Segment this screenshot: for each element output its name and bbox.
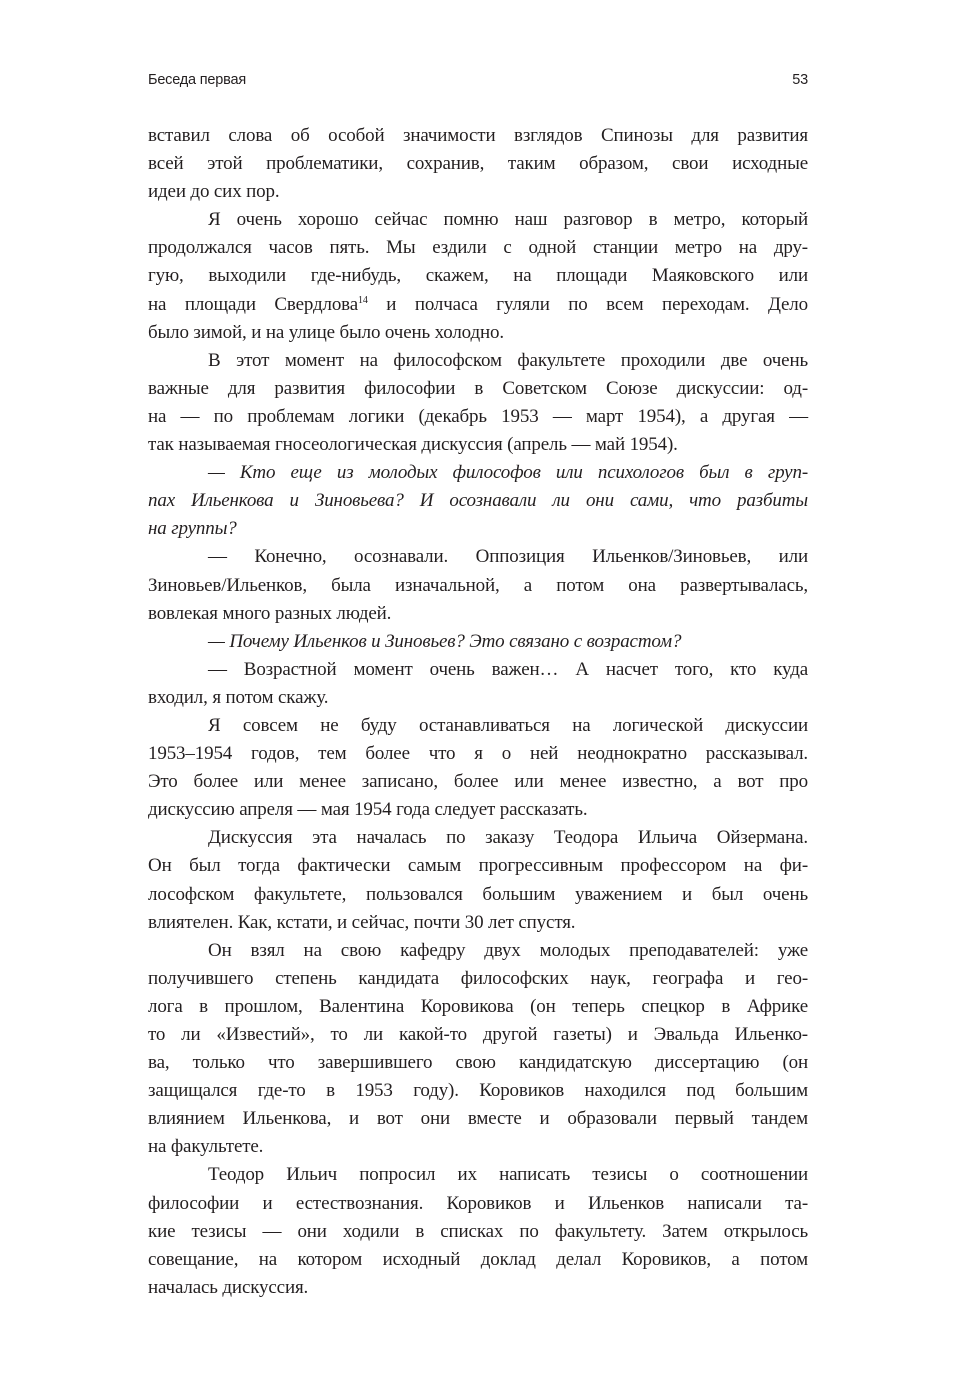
text-line — [148, 740, 808, 768]
line-text: лога в прошлом, Валентина Коровикова (он теперь спецкор в Африке — [148, 995, 808, 1017]
text-line — [148, 572, 808, 600]
line-text: всей этой проблематики, сохранив, таким образом, свои исходные — [148, 153, 808, 175]
text-line — [148, 543, 808, 571]
line-text: вставил слова об особой значимости взглядов Спинозы для развития — [148, 125, 808, 146]
line-text: Зиновьев/Ильенков, была изначальной, а потом она развертывалась, — [148, 574, 808, 596]
text-line — [148, 937, 808, 965]
question-text-line — [148, 515, 808, 543]
text-line — [148, 150, 808, 178]
line-text: — Конечно, осознавали. Оппозиция Ильенков/Зиновьев, или — [208, 546, 808, 568]
body-text — [148, 122, 808, 1302]
text-line — [148, 824, 808, 852]
text-line — [148, 796, 808, 824]
text-line — [148, 881, 808, 909]
running-head: Беседа первая — [148, 72, 246, 88]
text-line — [148, 600, 808, 628]
text-line — [148, 319, 808, 347]
line-text: Я очень хорошо сейчас помню наш разговор в метро, который — [208, 209, 808, 231]
footnote-reference[interactable]: 14 — [358, 294, 368, 306]
line-text: началась дискуссия. — [148, 1276, 309, 1298]
text-line — [148, 291, 808, 319]
text-line — [148, 684, 808, 712]
line-text: вовлекая много разных людей. — [148, 602, 392, 624]
line-text: кие тезисы — они ходили в списках по факультету. Затем открылось — [148, 1220, 808, 1242]
question-text-line — [148, 628, 808, 656]
line-text: так называемая гносеологическая дискуссия (апрель — май 1954). — [148, 434, 678, 456]
text-line — [148, 1133, 808, 1161]
line-text: Теодор Ильич попросил их написать тезисы о соотношении — [208, 1164, 808, 1186]
line-text: философии и естествознания. Коровиков и Ильенков написали та- — [148, 1192, 808, 1214]
text-line — [148, 403, 808, 431]
line-text: то ли «Известий», то ли какой-то другой газеты) и Эвальда Ильенко- — [148, 1024, 808, 1045]
text-line — [148, 909, 808, 937]
text-line — [148, 262, 808, 290]
text-line — [148, 1190, 808, 1218]
text-line — [148, 965, 808, 993]
text-line — [148, 206, 808, 234]
text-line — [148, 656, 808, 684]
text-line — [148, 431, 808, 459]
line-text: Он взял на свою кафедру двух молодых преподавателей: уже — [208, 939, 808, 961]
text-line — [148, 1218, 808, 1246]
line-text: на факультете. — [148, 1136, 264, 1158]
text-line — [148, 993, 808, 1021]
text-line — [148, 234, 808, 262]
line-text: продолжался часов пять. Мы ездили с одной станции метро на дру- — [148, 237, 808, 259]
text-line — [148, 1049, 808, 1077]
line-text: пах Ильенкова и Зиновьева? И осознавали ли они сами, что разбиты — [148, 490, 808, 512]
line-text: на — по проблемам логики (декабрь 1953 — март 1954), а другая — — [148, 405, 808, 427]
line-text: Он был тогда фактически самым прогрессивным профессором на фи- — [148, 855, 808, 877]
line-text: на площади Свердлова — [148, 293, 359, 315]
line-text: дискуссию апреля — мая 1954 года следует рассказать. — [148, 799, 588, 821]
text-line — [148, 712, 808, 740]
line-text: влиянием Ильенкова, и вот они вместе и образовали первый тандем — [148, 1108, 808, 1130]
line-text: лософском факультете, пользовался большим уважением и был очень — [148, 883, 808, 905]
line-text: защищался где-то в 1953 году). Коровиков находился под большим — [148, 1080, 808, 1102]
line-text: на группы? — [148, 518, 237, 540]
line-text: и полчаса гуляли по всем переходам. Дело — [367, 293, 808, 315]
line-text: 1953–1954 годов, тем более что я о ней неоднократно рассказывал. — [148, 743, 808, 765]
text-line — [148, 852, 808, 880]
line-text: гую, выходили где-нибудь, скажем, на площади Маяковского или — [148, 265, 808, 287]
line-text: В этот момент на философском факультете проходили две очень — [208, 349, 808, 371]
text-line — [148, 1021, 808, 1049]
line-text: ва, только что завершившего свою кандидатскую диссертацию (он — [148, 1052, 808, 1074]
question-text-line — [148, 459, 808, 487]
line-text: — Возрастной момент очень важен… А насчет того, кто куда — [208, 658, 808, 680]
text-line — [148, 347, 808, 375]
line-text: важные для развития философии в Советском Союзе дискуссии: од- — [148, 377, 808, 399]
text-line — [148, 1274, 808, 1302]
page-number: 53 — [792, 72, 808, 88]
text-line — [148, 122, 808, 150]
line-text: влиятелен. Как, кстати, и сейчас, почти 30 лет спустя. — [148, 911, 576, 933]
text-line — [148, 768, 808, 796]
line-text: было зимой, и на улице было очень холодно. — [148, 321, 504, 343]
line-text: — Кто еще из молодых философов или психологов был в груп- — [208, 462, 808, 484]
line-text: получившего степень кандидата философских наук, географа и гео- — [148, 967, 808, 989]
text-line — [148, 375, 808, 403]
text-line — [148, 1077, 808, 1105]
line-text: Это более или менее записано, более или менее известно, а вот про — [148, 771, 808, 793]
text-line — [148, 1161, 808, 1189]
line-text: Дискуссия эта началась по заказу Теодора Ильича Ойзермана. — [208, 827, 808, 849]
text-line — [148, 1105, 808, 1133]
text-line — [148, 1246, 808, 1274]
text-line — [148, 178, 808, 206]
line-text: входил, я потом скажу. — [148, 686, 329, 708]
line-text: идеи до сих пор. — [148, 181, 280, 203]
line-text: — Почему Ильенков и Зиновьев? Это связано с возрастом? — [208, 630, 682, 652]
line-text: Я совсем не буду останавливаться на логической дискуссии — [208, 714, 808, 736]
question-text-line — [148, 487, 808, 515]
line-text: совещание, на котором исходный доклад делал Коровиков, а потом — [148, 1248, 808, 1270]
